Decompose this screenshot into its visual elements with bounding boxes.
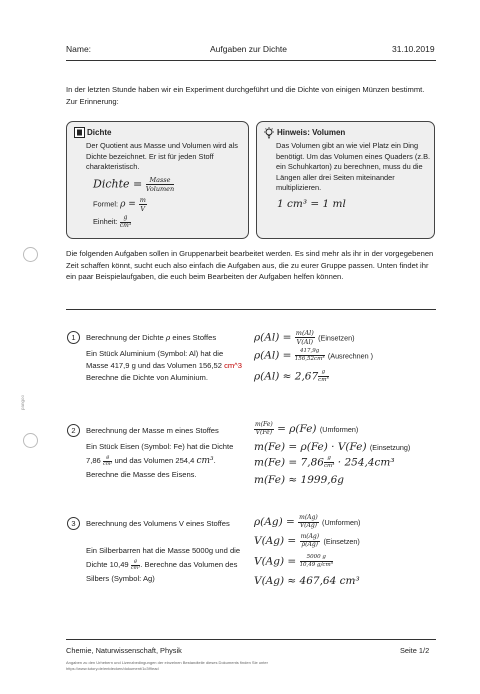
task-2-equation-2: m(Fe) = ρ(Fe) · V(Fe) (Einsetzung) xyxy=(254,441,411,453)
density-box-text: Der Quotient aus Masse und Volumen wird als Dichte bezeichnet. Er ist für jeden Stoff charakteristisch. xyxy=(86,141,238,171)
task-3-number: 3 xyxy=(67,517,80,530)
task-1-title: Berechnung der Dichte ρ eines Stoffes xyxy=(86,333,217,342)
task-1-number: 1 xyxy=(67,331,80,344)
task-1-description: Ein Stück Aluminium (Symbol: Al) hat die Masse 417,9 g und das Volumen 156,52 cm^3 Berechne die Dichte von Aluminium. xyxy=(86,349,242,382)
name-label: Name: xyxy=(66,44,92,54)
header-rule xyxy=(66,60,436,61)
task-3-equation-3: V(Ag) = $\frac{5000 g}{\text{10,49 g/cm³}}$ xyxy=(254,554,333,568)
book-icon xyxy=(74,127,85,138)
footer-attribution: Angaben zu den Urhebern und Lizenzbedingungen der einzelnen Bestandteile dieses Dokuments finden Sie unter xyxy=(66,660,268,665)
task-2-equation-1: $\frac{m(Fe)}{V(Fe)}$ = ρ(Fe) (Umformen) xyxy=(255,421,359,436)
task-1-equation-3: ρ(Al) ≈ 2,67 $\frac{g}{\text{cm³}}$ xyxy=(254,369,329,383)
density-box xyxy=(66,121,249,239)
task-3-title: Berechnung des Volumens V eines Stoffes xyxy=(86,519,230,528)
intro-text: In der letzten Stunde haben wir ein Experiment durchgeführt und die Dichte von einigen Münzen bestimmt. Zur Erinnerung: xyxy=(66,85,425,106)
footer-page: Seite 1/2 xyxy=(400,646,430,655)
density-word-formula: Dichte = $\frac{\text{Masse}}{\text{Volumen}}$ xyxy=(93,176,175,193)
date: 31.10.2019 xyxy=(392,44,435,54)
lightbulb-icon xyxy=(263,127,275,139)
task-2-equation-3: m(Fe) = 7,86 $\frac{g}{\text{cm³}}$ · 254,4cm³ xyxy=(254,455,395,469)
task-3-equation-2: V(Ag) = $\frac{m(Ag)}{\rho(Ag)}$ (Einsetzen) xyxy=(254,533,360,548)
hint-box xyxy=(256,121,435,239)
punch-hole-top xyxy=(23,247,38,262)
side-logo-text: pangoo xyxy=(20,394,25,410)
task-1-equation-2: ρ(Al) = $\frac{417,9g}{\text{156,52cm³}}$ (Ausrechnen ) xyxy=(254,348,374,362)
section-rule xyxy=(66,309,436,310)
task-1-equation-1: ρ(Al) = $\frac{m(Al)}{V(Al)}$ (Einsetzen) xyxy=(254,329,355,346)
task-2-equation-4: m(Fe) ≈ 1999,6g xyxy=(254,474,345,486)
task-2-description: Ein Stück Eisen (Symbol: Fe) hat die Dichte 7,86 $\frac{g}{\text{cm³}}$ und das Volumen 254,4 cm³. Berechne die Masse des Eisens. xyxy=(86,442,234,479)
task-3-description: Ein Silberbarren hat die Masse 5000g und die Dichte 10,49 $\frac{g}{\text{cm³}}$ . Berechne das Volumen des Silbers (Symbol: Ag) xyxy=(86,546,241,583)
hint-box-text: Das Volumen gibt an wie viel Platz ein Ding benötigt. Um das Volumen eines Quaders (z.B. ein Schuhkarton) zu berechnen, muss du die Längen aller drei Seiten miteinander multiplizieren. xyxy=(276,141,431,192)
footer-link[interactable]: https://www.tutory.de/entdecken/dokument/1c3f9ead xyxy=(66,666,159,671)
footer-rule xyxy=(66,639,436,640)
task-3-equation-1: ρ(Ag) = $\frac{m(Ag)}{V(Ag)}$ (Umformen) xyxy=(254,514,361,529)
density-unit: Einheit: $\frac{g}{\text{cm³}}$ xyxy=(93,214,132,229)
task-2-number: 2 xyxy=(67,424,80,437)
volume-equation: 1 cm³ = 1 ml xyxy=(277,198,346,210)
footer-subjects: Chemie, Naturwissenschaft, Physik xyxy=(66,646,182,655)
density-formula: Formel: ρ = $\frac{m}{V}$ xyxy=(93,196,146,213)
density-box-title: Dichte xyxy=(87,128,112,137)
task-3-equation-4: V(Ag) ≈ 467,64 cm³ xyxy=(254,575,360,587)
page-title: Aufgaben zur Dichte xyxy=(210,44,288,54)
task-2-title: Berechnung der Masse m eines Stoffes xyxy=(86,426,219,435)
punch-hole-bottom xyxy=(23,433,38,448)
hint-box-title: Hinweis: Volumen xyxy=(277,128,346,137)
group-work-text: Die folgenden Aufgaben sollen in Gruppenarbeit bearbeitet werden. Es sind mehr als ihr in der vorgegebenen Zeit schaffen könnt, sucht euch also einfach die Aufgaben aus, die zu eurer Gruppe passen. Unten findet ihr ein paar Beispielaufgaben, die euch beim Bearbeiten der Aufgaben helfen können. xyxy=(66,249,434,281)
